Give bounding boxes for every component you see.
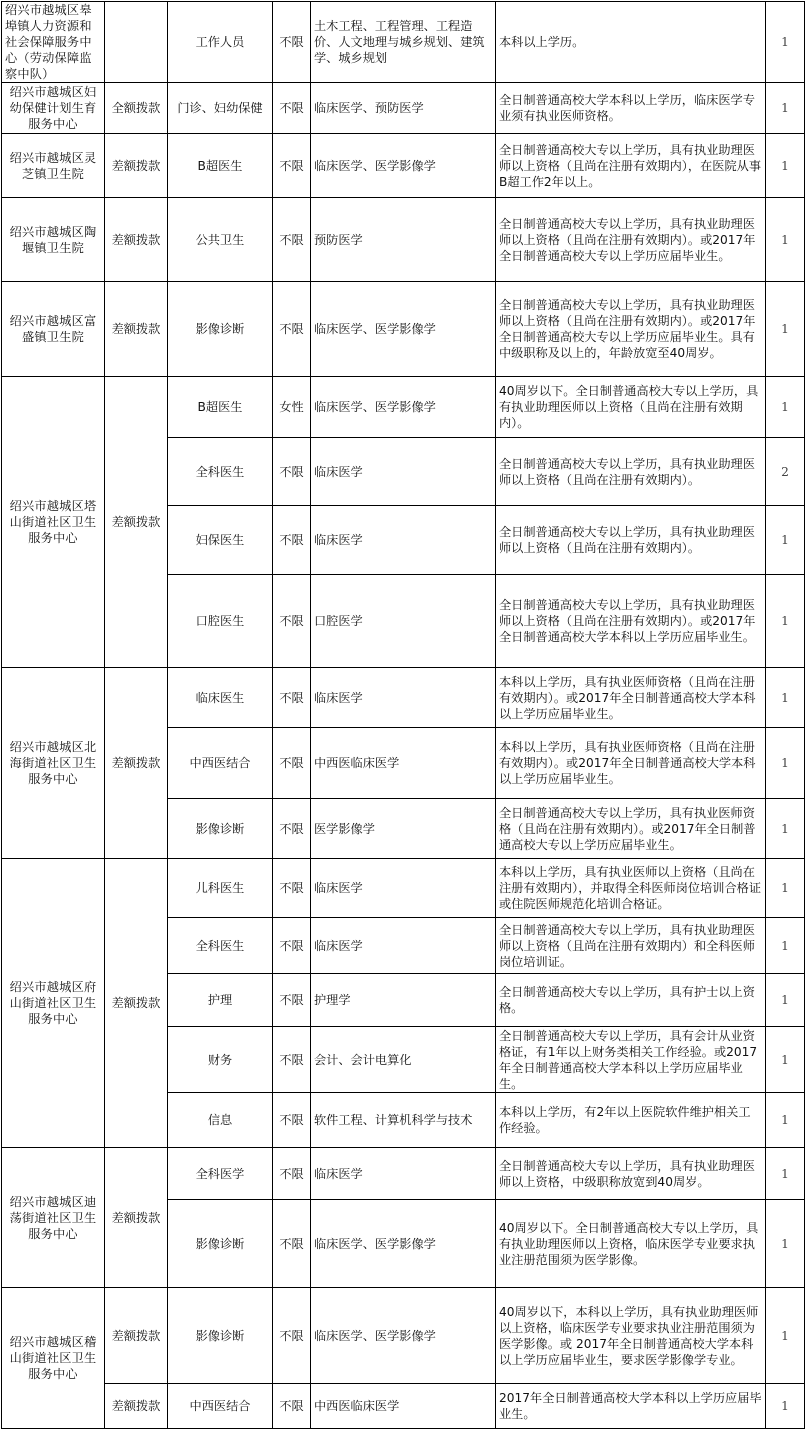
major-cell: 临床医学 — [311, 859, 496, 918]
position-cell: 影像诊断 — [168, 1288, 273, 1384]
requirement-cell: 本科以上学历，具有执业医师资格（且尚在注册有效期内）。或2017年全日制普通高校大学本科以上学历应届毕业生。 — [496, 668, 766, 728]
table-row — [2, 83, 805, 134]
count-cell: 1 — [766, 506, 805, 575]
position-cell: 全科医学 — [168, 1148, 273, 1200]
count-cell: 1 — [766, 1200, 805, 1288]
major-cell: 中西医临床医学 — [311, 1384, 496, 1429]
major-cell: 预防医学 — [311, 198, 496, 282]
count-cell: 1 — [766, 1288, 805, 1384]
requirement-cell: 40周岁以下。全日制普通高校大专以上学历，具有执业助理医师以上资格，临床医学专业要求执业注册范围须为医学影像。 — [496, 1200, 766, 1288]
position-cell: B超医生 — [168, 134, 273, 198]
funding-cell: 差额拨款 — [105, 377, 168, 668]
org-cell: 绍兴市越城区富盛镇卫生院 — [2, 282, 105, 377]
gender-cell: 不限 — [273, 1093, 311, 1148]
position-cell: 信息 — [168, 1093, 273, 1148]
funding-cell: 差额拨款 — [105, 668, 168, 859]
funding-cell: 差额拨款 — [105, 198, 168, 282]
requirement-cell: 本科以上学历。 — [496, 2, 766, 83]
position-cell: 公共卫生 — [168, 198, 273, 282]
requirement-cell: 全日制普通高校大专以上学历，具有执业助理医师以上资格（且尚在注册有效期内）。或2017年全日制普通高校大专以上学历应届毕业生。 — [496, 198, 766, 282]
gender-cell: 不限 — [273, 1200, 311, 1288]
position-cell: 中西医结合 — [168, 1384, 273, 1429]
position-cell: 财务 — [168, 1027, 273, 1093]
position-cell: 影像诊断 — [168, 799, 273, 859]
major-cell: 临床医学、预防医学 — [311, 83, 496, 134]
funding-cell: 差额拨款 — [105, 859, 168, 1148]
count-cell: 1 — [766, 2, 805, 83]
count-cell: 1 — [766, 198, 805, 282]
count-cell: 1 — [766, 918, 805, 974]
table-row — [2, 1288, 805, 1384]
gender-cell: 不限 — [273, 918, 311, 974]
gender-cell: 不限 — [273, 1148, 311, 1200]
requirement-cell: 全日制普通高校大专以上学历，具有执业助理医师以上资格，中级职称放宽到40周岁。 — [496, 1148, 766, 1200]
org-cell: 绍兴市越城区稽山街道社区卫生服务中心 — [2, 1288, 105, 1429]
requirement-cell: 全日制普通高校大专以上学历，具有执业助理医师以上资格（且尚在注册有效期内）。 — [496, 438, 766, 506]
requirement-cell: 本科以上学历，有2年以上医院软件维护相关工作经验。 — [496, 1093, 766, 1148]
position-cell: 护理 — [168, 974, 273, 1027]
requirement-cell: 全日制普通高校大专以上学历，具有执业助理医师以上资格（且尚在注册有效期内），在医院从事B超工作2年以上。 — [496, 134, 766, 198]
major-cell: 口腔医学 — [311, 575, 496, 668]
requirement-cell: 全日制普通高校大专以上学历，具有会计从业资格证，有1年以上财务类相关工作经验。或2017年全日制普通高校大学本科以上学历应届毕业生。 — [496, 1027, 766, 1093]
major-cell: 临床医学 — [311, 918, 496, 974]
count-cell: 1 — [766, 1093, 805, 1148]
major-cell: 临床医学 — [311, 1148, 496, 1200]
major-cell: 土木工程、工程管理、工程造价、人文地理与城乡规划、建筑学、城乡规划 — [311, 2, 496, 83]
table-row — [2, 668, 805, 728]
gender-cell: 不限 — [273, 974, 311, 1027]
count-cell: 1 — [766, 728, 805, 799]
gender-cell: 不限 — [273, 859, 311, 918]
org-cell: 绍兴市越城区塔山街道社区卫生服务中心 — [2, 377, 105, 668]
org-cell: 绍兴市越城区皋埠镇人力资源和社会保障服务中心（劳动保障监察中队） — [2, 2, 105, 83]
count-cell: 1 — [766, 1148, 805, 1200]
major-cell: 医学影像学 — [311, 799, 496, 859]
major-cell: 临床医学、医学影像学 — [311, 1200, 496, 1288]
funding-cell — [105, 2, 168, 83]
funding-cell: 差额拨款 — [105, 134, 168, 198]
position-cell: 临床医生 — [168, 668, 273, 728]
table-row — [2, 2, 805, 83]
gender-cell: 不限 — [273, 198, 311, 282]
table-row — [2, 198, 805, 282]
major-cell: 临床医学、医学影像学 — [311, 282, 496, 377]
major-cell: 临床医学、医学影像学 — [311, 1288, 496, 1384]
position-cell: 工作人员 — [168, 2, 273, 83]
count-cell: 1 — [766, 799, 805, 859]
count-cell: 1 — [766, 1027, 805, 1093]
requirement-cell: 全日制普通高校大专以上学历，具有执业助理医师以上资格（且尚在注册有效期内）。或2017年全日制普通高校大学本科以上学历应届毕业生。 — [496, 575, 766, 668]
org-cell: 绍兴市越城区妇幼保健计划生育服务中心 — [2, 83, 105, 134]
gender-cell: 不限 — [273, 83, 311, 134]
gender-cell: 不限 — [273, 1384, 311, 1429]
gender-cell: 不限 — [273, 1027, 311, 1093]
position-cell: B超医生 — [168, 377, 273, 438]
gender-cell: 不限 — [273, 1288, 311, 1384]
gender-cell: 不限 — [273, 282, 311, 377]
position-cell: 全科医生 — [168, 918, 273, 974]
gender-cell: 女性 — [273, 377, 311, 438]
position-cell: 影像诊断 — [168, 282, 273, 377]
gender-cell: 不限 — [273, 728, 311, 799]
table-row — [2, 1148, 805, 1200]
requirement-cell: 全日制普通高校大专以上学历，具有执业助理医师以上资格（且尚在注册有效期内）。 — [496, 506, 766, 575]
count-cell: 1 — [766, 134, 805, 198]
requirement-cell: 40周岁以下，本科以上学历，具有执业助理医师以上资格，临床医学专业要求执业注册范围须为医学影像。或 2017年全日制普通高校大学本科以上学历应届毕业生，要求医学影像学专业。 — [496, 1288, 766, 1384]
major-cell: 会计、会计电算化 — [311, 1027, 496, 1093]
funding-cell: 差额拨款 — [105, 1288, 168, 1384]
requirement-cell: 全日制普通高校大专以上学历，具有执业医师资格（且尚在注册有效期内）。或2017年全日制普通高校大专以上学历应届毕业生。 — [496, 799, 766, 859]
org-cell: 绍兴市越城区北海街道社区卫生服务中心 — [2, 668, 105, 859]
count-cell: 1 — [766, 668, 805, 728]
count-cell: 1 — [766, 83, 805, 134]
requirement-cell: 全日制普通高校大专以上学历，具有执业助理医师以上资格（且尚在注册有效期内）。或2017年全日制普通高校大专以上学历应届毕业生。具有中级职称及以上的，年龄放宽至40周岁。 — [496, 282, 766, 377]
position-cell: 儿科医生 — [168, 859, 273, 918]
requirement-cell: 全日制普通高校大专以上学历，具有护士以上资格。 — [496, 974, 766, 1027]
count-cell: 1 — [766, 859, 805, 918]
gender-cell: 不限 — [273, 438, 311, 506]
count-cell: 1 — [766, 377, 805, 438]
requirement-cell: 本科以上学历，具有执业医师资格（且尚在注册有效期内）。或2017年全日制普通高校大学本科以上学历应届毕业生。 — [496, 728, 766, 799]
requirement-cell: 本科以上学历，具有执业医师以上资格（且尚在注册有效期内），并取得全科医师岗位培训合格证或住院医师规范化培训合格证。 — [496, 859, 766, 918]
gender-cell: 不限 — [273, 506, 311, 575]
table-row — [2, 282, 805, 377]
count-cell: 1 — [766, 282, 805, 377]
requirement-cell: 2017年全日制普通高校大学本科以上学历应届毕业生。 — [496, 1384, 766, 1429]
requirement-cell: 全日制普通高校大学本科以上学历，临床医学专业须有执业医师资格。 — [496, 83, 766, 134]
gender-cell: 不限 — [273, 134, 311, 198]
major-cell: 临床医学 — [311, 438, 496, 506]
funding-cell: 差额拨款 — [105, 1148, 168, 1288]
requirement-cell: 40周岁以下。全日制普通高校大专以上学历，具有执业助理医师以上资格（且尚在注册有效期内）。 — [496, 377, 766, 438]
position-cell: 中西医结合 — [168, 728, 273, 799]
org-cell: 绍兴市越城区陶堰镇卫生院 — [2, 198, 105, 282]
table-row — [2, 859, 805, 918]
major-cell: 临床医学、医学影像学 — [311, 377, 496, 438]
funding-cell: 差额拨款 — [105, 1384, 168, 1429]
count-cell: 2 — [766, 438, 805, 506]
position-cell: 口腔医生 — [168, 575, 273, 668]
position-cell: 影像诊断 — [168, 1200, 273, 1288]
count-cell: 1 — [766, 575, 805, 668]
major-cell: 临床医学 — [311, 668, 496, 728]
org-cell: 绍兴市越城区迪荡街道社区卫生服务中心 — [2, 1148, 105, 1288]
position-cell: 门诊、妇幼保健 — [168, 83, 273, 134]
gender-cell: 不限 — [273, 2, 311, 83]
major-cell: 软件工程、计算机科学与技术 — [311, 1093, 496, 1148]
requirement-cell: 全日制普通高校大专以上学历，具有执业助理医师以上资格（且尚在注册有效期内）和全科医师岗位培训证。 — [496, 918, 766, 974]
major-cell: 中西医临床医学 — [311, 728, 496, 799]
count-cell: 1 — [766, 1384, 805, 1429]
position-cell: 全科医生 — [168, 438, 273, 506]
major-cell: 临床医学 — [311, 506, 496, 575]
count-cell: 1 — [766, 974, 805, 1027]
org-cell: 绍兴市越城区灵芝镇卫生院 — [2, 134, 105, 198]
org-cell: 绍兴市越城区府山街道社区卫生服务中心 — [2, 859, 105, 1148]
gender-cell: 不限 — [273, 668, 311, 728]
table-row — [2, 377, 805, 438]
gender-cell: 不限 — [273, 575, 311, 668]
gender-cell: 不限 — [273, 799, 311, 859]
funding-cell: 全额拨款 — [105, 83, 168, 134]
funding-cell: 差额拨款 — [105, 282, 168, 377]
table-row — [2, 134, 805, 198]
position-cell: 妇保医生 — [168, 506, 273, 575]
recruitment-table — [1, 1, 805, 1429]
major-cell: 临床医学、医学影像学 — [311, 134, 496, 198]
major-cell: 护理学 — [311, 974, 496, 1027]
table-row — [2, 1384, 805, 1429]
